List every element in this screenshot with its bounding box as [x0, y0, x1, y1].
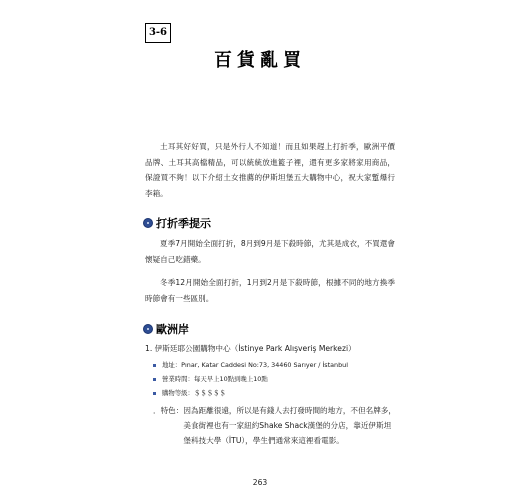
europe-side-heading — [143, 321, 189, 337]
store-hours-text: 營業時間：每天早上10點到晚上10點 — [162, 375, 268, 383]
store-feature-text: 因為距離很遠，所以是有錢人去打發時間的地方，不但名牌多，美食街裡也有一家紐約Shake Shack漢堡的分店，靠近伊斯坦堡科技大學（İTU），學生們通常來這裡看電影。 — [183, 406, 396, 445]
store-feature-label: ．特色： — [153, 406, 184, 415]
store-price-level — [153, 388, 226, 398]
circle-bullet-icon — [143, 324, 153, 334]
store-address-text: 地址：Pınar, Katar Caddesi No:73, 34460 Sarıyer / İstanbul — [162, 361, 348, 369]
winter-sale-paragraph: 冬季12月開始全面打折，1月到2月是下殺時節，根據不同的地方換季時節會有一些區別。 — [145, 278, 395, 303]
sale-tips-heading — [143, 215, 211, 231]
store-hours — [153, 374, 268, 384]
page-title: 百貨亂買 — [214, 50, 306, 71]
summer-sale-paragraph: 夏季7月開始全面打折，8月到9月是下殺時節，尤其是成衣，不買還會懷疑自己吃錯藥。 — [145, 239, 395, 264]
intro-paragraph: 土耳其好好買，只是外行人不知道！而且如果趕上打折季，歐洲平價品牌、土耳其高檔精品，可以統統放進籃子裡，還有更多家將家用商品，保證買不夠！以下介紹土女推薦的伊斯坦堡五大購物中心，祝大家蹔爆行李箱。 — [145, 142, 395, 198]
circle-bullet-icon — [143, 218, 153, 228]
square-bullet-icon — [153, 378, 156, 381]
square-bullet-icon — [153, 392, 156, 395]
square-bullet-icon — [153, 364, 156, 367]
store-address — [153, 360, 348, 370]
store-title: 1. 伊斯廷耶公園購物中心（İstinye Park Alışveriş Merkezi） — [145, 344, 356, 353]
sale-tips-heading-text: 打折季提示 — [156, 217, 211, 230]
section-number-box: 3-6 — [145, 23, 171, 43]
europe-side-heading-text: 歐洲岸 — [156, 323, 189, 336]
store-feature — [153, 403, 398, 448]
page-number: 263 — [252, 478, 268, 487]
store-price-level-text: 購物等級：＄＄＄＄＄ — [162, 389, 226, 397]
